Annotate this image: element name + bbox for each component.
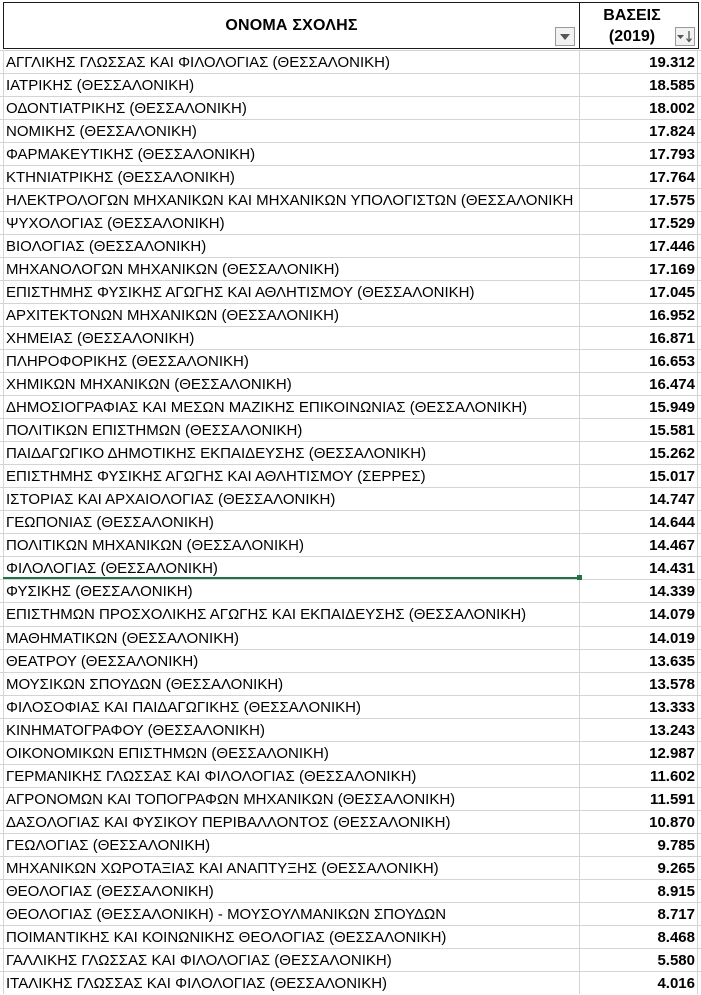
score-cell[interactable]: 16.871	[649, 330, 695, 348]
score-cell[interactable]: 13.333	[649, 698, 695, 716]
score-cell[interactable]: 12.987	[649, 744, 695, 762]
score-cell[interactable]: 9.265	[657, 859, 695, 877]
school-name-cell[interactable]: ΕΠΙΣΤΗΜΗΣ ΦΥΣΙΚΗΣ ΑΓΩΓΗΣ ΚΑΙ ΑΘΛΗΤΙΣΜΟΥ (ΣΕΡΡΕΣ)	[6, 468, 426, 486]
school-name-cell[interactable]: ΦΥΣΙΚΗΣ (ΘΕΣΣΑΛΟΝΙΚΗ)	[6, 583, 193, 601]
school-name-cell[interactable]: ΨΥΧΟΛΟΓΙΑΣ (ΘΕΣΣΑΛΟΝΙΚΗ)	[6, 215, 225, 233]
table-row[interactable]	[0, 257, 701, 280]
table-row[interactable]	[0, 487, 701, 510]
score-cell[interactable]: 19.312	[649, 54, 695, 71]
table-row[interactable]	[0, 810, 701, 833]
school-name-cell[interactable]: ΜΗΧΑΝΙΚΩΝ ΧΩΡΟΤΑΞΙΑΣ ΚΑΙ ΑΝΑΠΤΥΞΗΣ (ΘΕΣΣΑΛΟΝΙΚΗ)	[6, 859, 439, 877]
table-row[interactable]	[0, 510, 701, 533]
school-name-cell[interactable]: ΗΛΕΚΤΡΟΛΟΓΩΝ ΜΗΧΑΝΙΚΩΝ ΚΑΙ ΜΗΧΑΝΙΚΩΝ ΥΠΟΛΟΓΙΣΤΩΝ (ΘΕΣΣΑΛΟΝΙΚΗ	[6, 192, 574, 210]
table-row[interactable]	[0, 718, 701, 741]
score-cell[interactable]: 10.870	[649, 813, 695, 831]
school-name-cell[interactable]: ΠΛΗΡΟΦΟΡΙΚΗΣ (ΘΕΣΣΑΛΟΝΙΚΗ)	[6, 353, 249, 371]
school-name-cell[interactable]: ΙΣΤΟΡΙΑΣ ΚΑΙ ΑΡΧΑΙΟΛΟΓΙΑΣ (ΘΕΣΣΑΛΟΝΙΚΗ)	[6, 491, 336, 509]
score-cell[interactable]: 15.262	[649, 445, 695, 463]
table-row[interactable]	[0, 142, 701, 165]
table-header	[0, 0, 701, 50]
score-cell[interactable]: 16.952	[649, 307, 695, 325]
table-row[interactable]	[0, 188, 701, 211]
score-cell[interactable]: 14.431	[649, 560, 695, 578]
score-cell[interactable]: 15.949	[649, 399, 695, 417]
value-filter-button[interactable]	[675, 27, 695, 46]
table-row[interactable]	[0, 119, 701, 142]
school-name-cell[interactable]: ΟΙΚΟΝΟΜΙΚΩΝ ΕΠΙΣΤΗΜΩΝ (ΘΕΣΣΑΛΟΝΙΚΗ)	[6, 744, 329, 762]
school-name-cell[interactable]: ΘΕΟΛΟΓΙΑΣ (ΘΕΣΣΑΛΟΝΙΚΗ) - ΜΟΥΣΟΥΛΜΑΝΙΚΩΝ ΣΠΟΥΔΩΝ	[6, 905, 447, 923]
school-name-cell[interactable]: ΦΑΡΜΑΚΕΥΤΙΚΗΣ (ΘΕΣΣΑΛΟΝΙΚΗ)	[6, 146, 256, 164]
table-row[interactable]	[0, 902, 701, 925]
score-cell[interactable]: 13.243	[649, 721, 695, 739]
score-cell[interactable]: 8.717	[657, 905, 695, 923]
school-name-cell[interactable]: ΘΕΑΤΡΟΥ (ΘΕΣΣΑΛΟΝΙΚΗ)	[6, 652, 199, 670]
school-name-cell[interactable]: ΠΟΙΜΑΝΤΙΚΗΣ ΚΑΙ ΚΟΙΝΩΝΙΚΗΣ ΘΕΟΛΟΓΙΑΣ (ΘΕΣΣΑΛΟΝΙΚΗ)	[6, 928, 447, 946]
table-row[interactable]	[0, 602, 701, 625]
table-row[interactable]	[0, 441, 701, 464]
name-filter-button[interactable]	[555, 27, 575, 46]
table-row[interactable]	[0, 73, 701, 96]
score-cell[interactable]: 16.653	[649, 353, 695, 371]
table-row[interactable]	[0, 764, 701, 787]
table-row[interactable]	[0, 556, 701, 579]
school-name-cell[interactable]: ΓΕΩΠΟΝΙΑΣ (ΘΕΣΣΑΛΟΝΙΚΗ)	[6, 514, 214, 532]
table-row[interactable]	[0, 280, 701, 303]
school-name-cell[interactable]: ΦΙΛΟΛΟΓΙΑΣ (ΘΕΣΣΑΛΟΝΙΚΗ)	[6, 560, 218, 578]
score-cell[interactable]: 14.644	[649, 514, 695, 532]
table-row[interactable]	[0, 372, 701, 395]
school-name-cell[interactable]: ΚΙΝΗΜΑΤΟΓΡΑΦΟΥ (ΘΕΣΣΑΛΟΝΙΚΗ)	[6, 721, 265, 739]
table-row[interactable]	[0, 787, 701, 810]
school-name-cell[interactable]: ΑΡΧΙΤΕΚΤΟΝΩΝ ΜΗΧΑΝΙΚΩΝ (ΘΕΣΣΑΛΟΝΙΚΗ)	[6, 307, 339, 325]
school-name-cell[interactable]: ΕΠΙΣΤΗΜΗΣ ΦΥΣΙΚΗΣ ΑΓΩΓΗΣ ΚΑΙ ΑΘΛΗΤΙΣΜΟΥ (ΘΕΣΣΑΛΟΝΙΚΗ)	[6, 284, 475, 302]
table-row[interactable]	[0, 326, 701, 349]
sort-descending-filter-icon	[677, 30, 693, 43]
score-cell[interactable]: 15.017	[649, 468, 695, 486]
school-name-cell[interactable]: ΒΙΟΛΟΓΙΑΣ (ΘΕΣΣΑΛΟΝΙΚΗ)	[6, 238, 207, 256]
score-cell[interactable]: 15.581	[649, 422, 695, 440]
score-cell[interactable]: 14.079	[649, 606, 695, 624]
table-row[interactable]	[0, 695, 701, 718]
table-row[interactable]	[0, 464, 701, 487]
school-name-cell[interactable]: ΕΠΙΣΤΗΜΩΝ ΠΡΟΣΧΟΛΙΚΗΣ ΑΓΩΓΗΣ ΚΑΙ ΕΚΠΑΙΔΕΥΣΗΣ (ΘΕΣΣΑΛΟΝΙΚΗ)	[6, 606, 527, 624]
score-cell[interactable]: 17.045	[649, 284, 695, 302]
table-row[interactable]	[0, 395, 701, 418]
score-cell[interactable]: 14.467	[649, 537, 695, 555]
school-name-cell[interactable]: ΓΕΡΜΑΝΙΚΗΣ ΓΛΩΣΣΑΣ ΚΑΙ ΦΙΛΟΛΟΓΙΑΣ (ΘΕΣΣΑΛΟΝΙΚΗ)	[6, 767, 417, 785]
fill-handle[interactable]	[577, 575, 582, 580]
school-name-cell[interactable]: ΜΟΥΣΙΚΩΝ ΣΠΟΥΔΩΝ (ΘΕΣΣΑΛΟΝΙΚΗ)	[6, 675, 284, 693]
score-cell[interactable]: 11.602	[649, 767, 695, 785]
table-row[interactable]	[0, 925, 701, 948]
school-name-cell[interactable]: ΔΗΜΟΣΙΟΓΡΑΦΙΑΣ ΚΑΙ ΜΕΣΩΝ ΜΑΖΙΚΗΣ ΕΠΙΚΟΙΝΩΝΙΑΣ (ΘΕΣΣΑΛΟΝΙΚΗ)	[6, 399, 528, 417]
score-cell[interactable]: 8.915	[657, 882, 695, 900]
table-row[interactable]	[0, 234, 701, 257]
score-cell[interactable]: 18.585	[649, 77, 695, 95]
table-row[interactable]	[0, 741, 701, 764]
school-name-cell[interactable]: ΔΑΣΟΛΟΓΙΑΣ ΚΑΙ ΦΥΣΙΚΟΥ ΠΕΡΙΒΑΛΛΟΝΤΟΣ (ΘΕΣΣΑΛΟΝΙΚΗ)	[6, 813, 451, 831]
school-name-cell[interactable]: ΝΟΜΙΚΗΣ (ΘΕΣΣΑΛΟΝΙΚΗ)	[6, 123, 197, 141]
school-name-cell[interactable]: ΘΕΟΛΟΓΙΑΣ (ΘΕΣΣΑΛΟΝΙΚΗ)	[6, 882, 214, 900]
score-cell[interactable]: 17.793	[649, 146, 695, 164]
cell-selection-border	[3, 577, 581, 579]
score-cell[interactable]: 9.785	[657, 836, 695, 854]
school-name-cell[interactable]: ΦΙΛΟΣΟΦΙΑΣ ΚΑΙ ΠΑΙΔΑΓΩΓΙΚΗΣ (ΘΕΣΣΑΛΟΝΙΚΗ)	[6, 698, 362, 716]
school-name-cell[interactable]: ΟΔΟΝΤΙΑΤΡΙΚΗΣ (ΘΕΣΣΑΛΟΝΙΚΗ)	[6, 100, 247, 118]
score-cell[interactable]: 13.635	[649, 652, 695, 670]
table-row[interactable]	[0, 533, 701, 556]
table-row[interactable]	[0, 165, 701, 188]
score-cell[interactable]: 11.591	[649, 790, 695, 808]
school-name-cell[interactable]: ΙΤΑΛΙΚΗΣ ΓΛΩΣΣΑΣ ΚΑΙ ΦΙΛΟΛΟΓΙΑΣ (ΘΕΣΣΑΛΟΝΙΚΗ)	[6, 974, 388, 992]
school-name-cell[interactable]: ΧΗΜΙΚΩΝ ΜΗΧΑΝΙΚΩΝ (ΘΕΣΣΑΛΟΝΙΚΗ)	[6, 376, 292, 394]
school-name-cell[interactable]: ΠΟΛΙΤΙΚΩΝ ΜΗΧΑΝΙΚΩΝ (ΘΕΣΣΑΛΟΝΙΚΗ)	[6, 537, 304, 555]
table-row[interactable]	[0, 626, 701, 649]
table-row[interactable]	[0, 211, 701, 234]
school-name-cell[interactable]: ΓΑΛΛΙΚΗΣ ΓΛΩΣΣΑΣ ΚΑΙ ΦΙΛΟΛΟΓΙΑΣ (ΘΕΣΣΑΛΟΝΙΚΗ)	[6, 951, 392, 969]
score-cell[interactable]: 5.580	[657, 951, 695, 969]
score-cell[interactable]: 17.764	[649, 169, 695, 187]
column-header-value-line2: (2019)	[608, 27, 656, 45]
school-name-cell[interactable]: ΠΑΙΔΑΓΩΓΙΚΟ ΔΗΜΟΤΙΚΗΣ ΕΚΠΑΙΔΕΥΣΗΣ (ΘΕΣΣΑΛΟΝΙΚΗ)	[6, 445, 427, 463]
score-cell[interactable]: 14.019	[649, 629, 695, 647]
score-cell[interactable]: 18.002	[649, 100, 695, 118]
score-cell[interactable]: 13.578	[649, 675, 695, 693]
score-cell[interactable]: 14.747	[649, 491, 695, 509]
table-row[interactable]	[0, 96, 701, 119]
school-name-cell[interactable]: ΓΕΩΛΟΓΙΑΣ (ΘΕΣΣΑΛΟΝΙΚΗ)	[6, 836, 211, 854]
school-name-cell[interactable]: ΚΤΗΝΙΑΤΡΙΚΗΣ (ΘΕΣΣΑΛΟΝΙΚΗ)	[6, 169, 235, 187]
table-row[interactable]	[0, 649, 701, 672]
school-name-cell[interactable]: ΧΗΜΕΙΑΣ (ΘΕΣΣΑΛΟΝΙΚΗ)	[6, 330, 195, 348]
score-cell[interactable]: 14.339	[649, 583, 695, 601]
column-header-name-label: ΟΝΟΜΑ ΣΧΟΛΗΣ	[225, 16, 358, 34]
school-name-cell[interactable]: ΜΑΘΗΜΑΤΙΚΩΝ (ΘΕΣΣΑΛΟΝΙΚΗ)	[6, 629, 240, 647]
school-name-cell[interactable]: ΑΓΓΛΙΚΗΣ ΓΛΩΣΣΑΣ ΚΑΙ ΦΙΛΟΛΟΓΙΑΣ (ΘΕΣΣΑΛΟΝΙΚΗ)	[6, 54, 390, 71]
table-row[interactable]	[0, 303, 701, 326]
table-row[interactable]	[0, 579, 701, 602]
school-name-cell[interactable]: ΜΗΧΑΝΟΛΟΓΩΝ ΜΗΧΑΝΙΚΩΝ (ΘΕΣΣΑΛΟΝΙΚΗ)	[6, 261, 340, 279]
table-row[interactable]	[0, 672, 701, 695]
school-name-cell[interactable]: ΙΑΤΡΙΚΗΣ (ΘΕΣΣΑΛΟΝΙΚΗ)	[6, 77, 195, 95]
table-row[interactable]	[0, 833, 701, 856]
score-cell[interactable]: 17.529	[649, 215, 695, 233]
table-row[interactable]	[0, 50, 701, 73]
table-row[interactable]	[0, 418, 701, 441]
dropdown-arrow-icon	[560, 34, 570, 40]
table-row[interactable]	[0, 856, 701, 879]
score-cell[interactable]: 17.824	[649, 123, 695, 141]
table-row[interactable]	[0, 879, 701, 902]
score-cell[interactable]: 17.446	[649, 238, 695, 256]
score-cell[interactable]: 17.169	[649, 261, 695, 279]
score-cell[interactable]: 8.468	[657, 928, 695, 946]
school-name-cell[interactable]: ΑΓΡΟΝΟΜΩΝ ΚΑΙ ΤΟΠΟΓΡΑΦΩΝ ΜΗΧΑΝΙΚΩΝ (ΘΕΣΣΑΛΟΝΙΚΗ)	[6, 790, 456, 808]
table-row[interactable]	[0, 971, 701, 994]
table-row[interactable]	[0, 948, 701, 971]
score-cell[interactable]: 17.575	[649, 192, 695, 210]
score-cell[interactable]: 16.474	[649, 376, 695, 394]
column-header-value-line1: ΒΑΣΕΙΣ	[603, 6, 661, 24]
score-cell[interactable]: 4.016	[657, 974, 695, 992]
column-header-name[interactable]	[3, 2, 579, 49]
school-name-cell[interactable]: ΠΟΛΙΤΙΚΩΝ ΕΠΙΣΤΗΜΩΝ (ΘΕΣΣΑΛΟΝΙΚΗ)	[6, 422, 303, 440]
table-row[interactable]	[0, 349, 701, 372]
